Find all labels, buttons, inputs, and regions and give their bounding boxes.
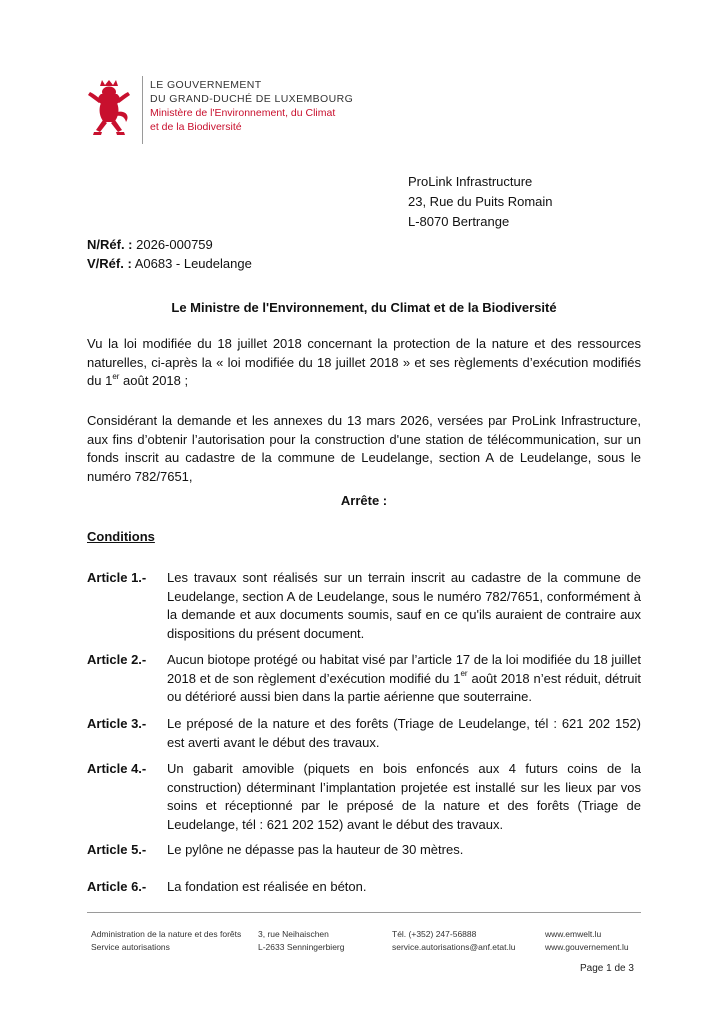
your-reference-value: A0683 - Leudelange <box>134 256 252 271</box>
decree-heading: Arrête : <box>340 493 388 508</box>
article-text <box>167 651 641 707</box>
superscript-er: er <box>460 669 468 679</box>
addressee-city: L-8070 Bertrange <box>408 214 510 229</box>
our-reference-value: 2026-000759 <box>136 237 213 252</box>
ministry-name-line1: Ministère de l'Environnement, du Climat <box>150 107 336 119</box>
footer-administration <box>91 928 241 954</box>
your-reference <box>87 254 252 273</box>
references-block <box>87 235 252 273</box>
paragraph-legal-basis <box>87 335 641 391</box>
article-text: Un gabarit amovible (piquets en bois enfoncés aux 4 futurs coins de la construction) déterminant l’implantation projetée est installé sur les lieux par vos soins et réceptionné par le préposé de la nature et des forêts (Triage de Leudelange, tél : 621 202 152) avant le début des travaux. <box>167 761 641 832</box>
footer-website-gouvernement[interactable]: www.gouvernement.lu <box>545 942 629 952</box>
footer-websites <box>545 928 629 954</box>
our-reference-label: N/Réf. : <box>87 237 133 252</box>
article-text: La fondation est réalisée en béton. <box>167 879 367 894</box>
red-lion-coat-of-arms-icon <box>86 80 132 138</box>
article-label: Article 2.- <box>87 652 147 667</box>
your-reference-label: V/Réf. : <box>87 256 132 271</box>
addressee-name: ProLink Infrastructure <box>408 174 533 189</box>
article-text: Les travaux sont réalisés sur un terrain inscrit au cadastre de la commune de Leudelange, section A de Leudelange, sous le numéro 782/7651, conformément à la demande et aux documents soumis, sauf en ce qu'ils auraient de contraire aux dispositions du présent document. <box>167 570 641 641</box>
paragraph-legal-basis-text: Vu la loi modifiée du 18 juillet 2018 concernant la protection de la nature et des ressources naturelles, ci-après la « loi modifiée du 18 juillet 2018 » et ses règlements d’exécution modifiés du 1 <box>87 336 641 389</box>
conditions-heading: Conditions <box>87 529 155 544</box>
our-reference <box>87 235 252 254</box>
article-label: Article 3.- <box>87 716 147 731</box>
article-text: Le préposé de la nature et des forêts (Triage de Leudelange, tél : 621 202 152) est averti avant le début des travaux. <box>167 716 641 750</box>
footer-phone: Tél. (+352) 247-56888 <box>392 929 477 939</box>
paragraph-considering: Considérant la demande et les annexes du 13 mars 2026, versées par ProLink Infrastructure, aux fins d’obtenir l’autorisation pour la construction d'une station de télécommunication, sur un fonds inscrit au cadastre de la commune de Leudelange, section A de Leudelange, sous le numéro 782/7651, <box>87 413 641 484</box>
addressee-street: 23, Rue du Puits Romain <box>408 194 553 209</box>
footer-service-name: Service autorisations <box>91 942 170 952</box>
paragraph-legal-basis-end: août 2018 ; <box>119 373 189 389</box>
footer-city: L-2633 Senningerbierg <box>258 942 345 952</box>
footer-address <box>258 928 344 954</box>
addressee-block <box>408 172 553 232</box>
ministry-name-line2: et de la Biodiversité <box>150 121 242 133</box>
footer-website-emwelt[interactable]: www.emwelt.lu <box>545 929 602 939</box>
article-label: Article 5.- <box>87 842 147 857</box>
document-title: Le Ministre de l'Environnement, du Climat et de la Biodiversité <box>171 300 557 315</box>
footer-administration-name: Administration de la nature et des forêts <box>91 929 242 939</box>
article-text: Le pylône ne dépasse pas la hauteur de 30 mètres. <box>167 842 464 857</box>
footer-divider <box>87 912 641 913</box>
footer-street: 3, rue Neihaischen <box>258 929 329 939</box>
page-number: Page 1 de 3 <box>580 963 634 974</box>
superscript-er: er <box>112 371 120 381</box>
article-text-start: Aucun biotope protégé ou habitat visé par l’article 17 de la loi modifiée du 18 juillet 2018 et de son règlement d’exécution modifié du 1 <box>167 652 641 686</box>
government-name-line1: LE GOUVERNEMENT <box>150 79 262 91</box>
article-label: Article 6.- <box>87 879 147 894</box>
footer-contact <box>392 928 515 954</box>
article-label: Article 1.- <box>87 570 147 585</box>
government-name-line2: DU GRAND-DUCHÉ DE LUXEMBOURG <box>150 93 354 105</box>
footer-email[interactable]: service.autorisations@anf.etat.lu <box>392 942 516 952</box>
article-label: Article 4.- <box>87 761 147 776</box>
article-text-end: août 2018 n’est réduit, détruit ou détérioré aussi bien dans la partie aérienne que souterraine. <box>167 670 642 705</box>
header-divider <box>142 76 143 144</box>
government-header <box>150 78 353 134</box>
